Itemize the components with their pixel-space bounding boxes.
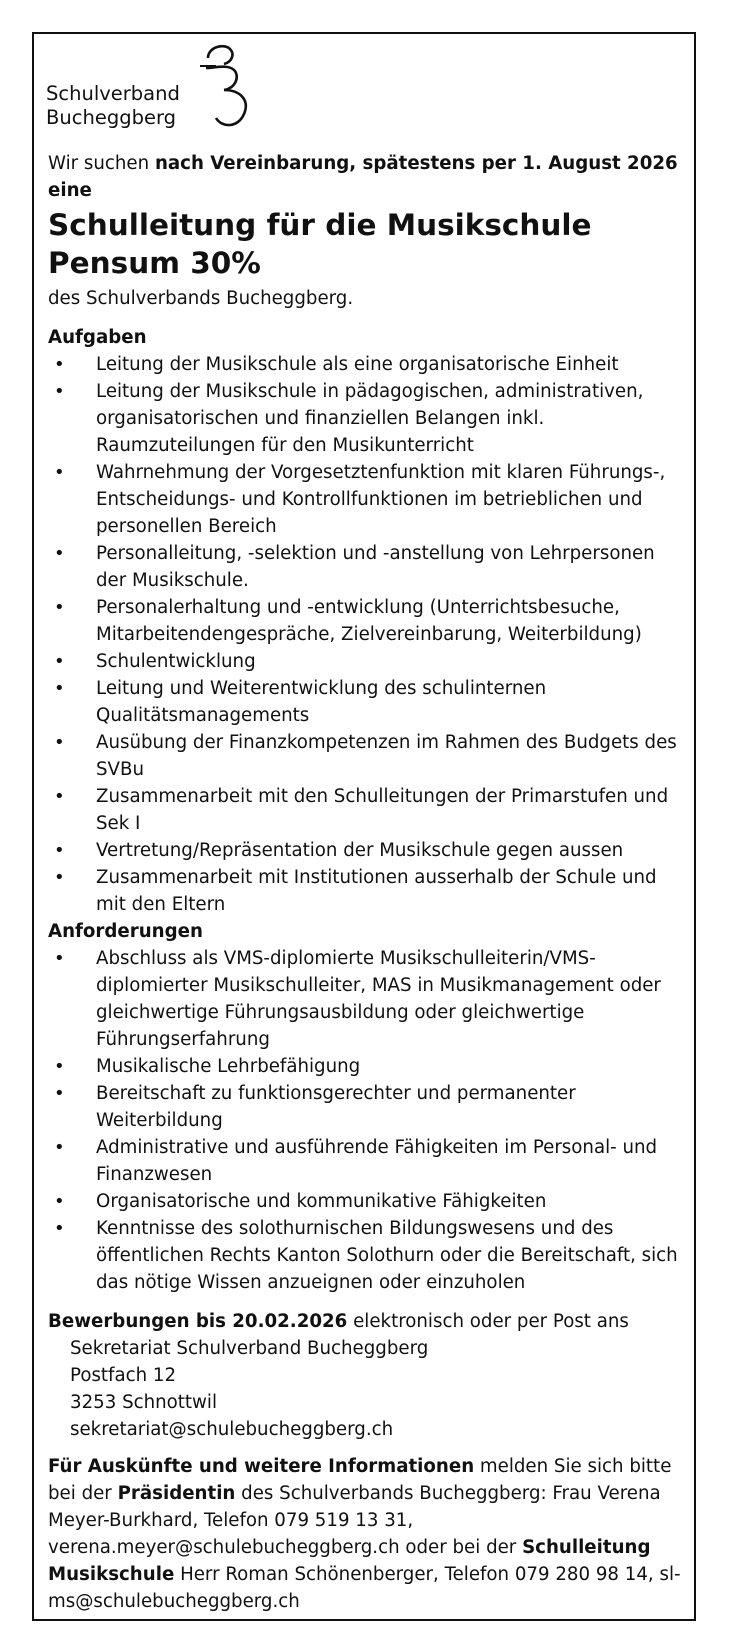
- application-deadline: [48, 1308, 688, 1335]
- tasks-heading: Aufgaben: [48, 327, 147, 348]
- address-email[interactable]: sekretariat@schulebucheggberg.ch: [70, 1419, 394, 1440]
- info-bold-1: Für Auskünfte und weitere Informationen: [48, 1456, 475, 1477]
- list-item: • Administrative und ausführende Fähigkeiten im Personal- und Finanzwesen: [48, 1134, 688, 1188]
- list-item: • Musikalische Lehrbefähigung: [48, 1053, 688, 1080]
- info-text-3: Herr Roman Schönenberger, Telefon 079 280 98 14, sl-ms@schulebucheggberg.ch: [48, 1564, 681, 1612]
- logo: [46, 44, 256, 140]
- title-line-2: Pensum 30%: [48, 246, 261, 280]
- requirements-heading: Anforderungen: [48, 921, 203, 942]
- list-item: • Leitung der Musikschule in pädagogischen, administrativen, organisatorischen und finanziellen Belangen inkl. Raumzuteilungen für den Musikunterricht: [48, 378, 688, 459]
- logo-line-1: Schulverband: [46, 82, 180, 105]
- address-line: 3253 Schnottwil: [70, 1392, 218, 1413]
- page-title: [48, 206, 688, 282]
- list-item: • Schulentwicklung: [48, 648, 688, 675]
- list-item: • Ausübung der Finanzkompetenzen im Rahmen des Budgets des SVBu: [48, 729, 688, 783]
- application-deadline-rest: elektronisch oder per Post ans: [347, 1311, 629, 1332]
- title-line-1: Schulleitung für die Musikschule: [48, 208, 592, 242]
- list-item: • Zusammenarbeit mit Institutionen ausserhalb der Schule und mit den Eltern: [48, 864, 688, 918]
- address-line: Sekretariat Schulverband Bucheggberg: [70, 1338, 429, 1359]
- list-item: • Wahrnehmung der Vorgesetztenfunktion mit klaren Führungs-, Entscheidungs- und Kontrollfunktionen im betrieblichen und personellen Bereich: [48, 459, 688, 540]
- contact-info: [48, 1453, 688, 1615]
- list-item: • Leitung der Musikschule als eine organisatorische Einheit: [48, 351, 688, 378]
- job-posting: [48, 150, 688, 1615]
- list-item: • Vertretung/Repräsentation der Musikschule gegen aussen: [48, 837, 688, 864]
- list-item: • Abschluss als VMS-diplomierte Musikschulleiterin/VMS-diplomierter Musikschulleiter, MAS in Musikmanagement oder gleichwertige Führungsausbildung oder gleichwertige Führungserfahrung: [48, 945, 688, 1053]
- address-line: Postfach 12: [70, 1365, 177, 1386]
- tasks-list: [48, 351, 688, 918]
- logo-line-2: Bucheggberg: [46, 106, 176, 129]
- subtitle: des Schulverbands Bucheggberg.: [48, 288, 354, 309]
- info-bold-3: Schulleitung Musikschule: [48, 1537, 651, 1585]
- application-deadline-bold: Bewerbungen bis 20.02.2026: [48, 1311, 348, 1332]
- postal-address: [48, 1335, 688, 1443]
- intro-prefix: Wir suchen: [48, 153, 155, 174]
- info-text-2: des Schulverbands Bucheggberg: Frau Verena Meyer-Burkhard, Telefon 079 519 13 31, verena.meyer@schulebucheggberg.ch oder bei der: [48, 1483, 661, 1558]
- info-text-1: melden Sie sich bitte bei der: [48, 1456, 672, 1504]
- list-item: • Kenntnisse des solothurnischen Bildungswesens und des öffentlichen Rechts Kanton Solothurn oder die Bereitschaft, sich das nötige Wissen anzueignen oder einzuholen: [48, 1215, 688, 1296]
- list-item: • Organisatorische und kommunikative Fähigkeiten: [48, 1188, 688, 1215]
- intro: [48, 150, 688, 204]
- list-item: • Zusammenarbeit mit den Schulleitungen der Primarstufen und Sek I: [48, 783, 688, 837]
- list-item: • Personalerhaltung und -entwicklung (Unterrichtsbesuche, Mitarbeitendengespräche, Zielvereinbarung, Weiterbildung): [48, 594, 688, 648]
- requirements-list: [48, 945, 688, 1296]
- logo-mark-icon: [194, 44, 258, 136]
- info-bold-2: Präsidentin: [117, 1483, 236, 1504]
- list-item: • Personalleitung, -selektion und -anstellung von Lehrpersonen der Musikschule.: [48, 540, 688, 594]
- list-item: • Bereitschaft zu funktionsgerechter und permanenter Weiterbildung: [48, 1080, 688, 1134]
- list-item: • Leitung und Weiterentwicklung des schulinternen Qualitätsmanagements: [48, 675, 688, 729]
- intro-bold: nach Vereinbarung, spätestens per 1. August 2026 eine: [48, 153, 678, 201]
